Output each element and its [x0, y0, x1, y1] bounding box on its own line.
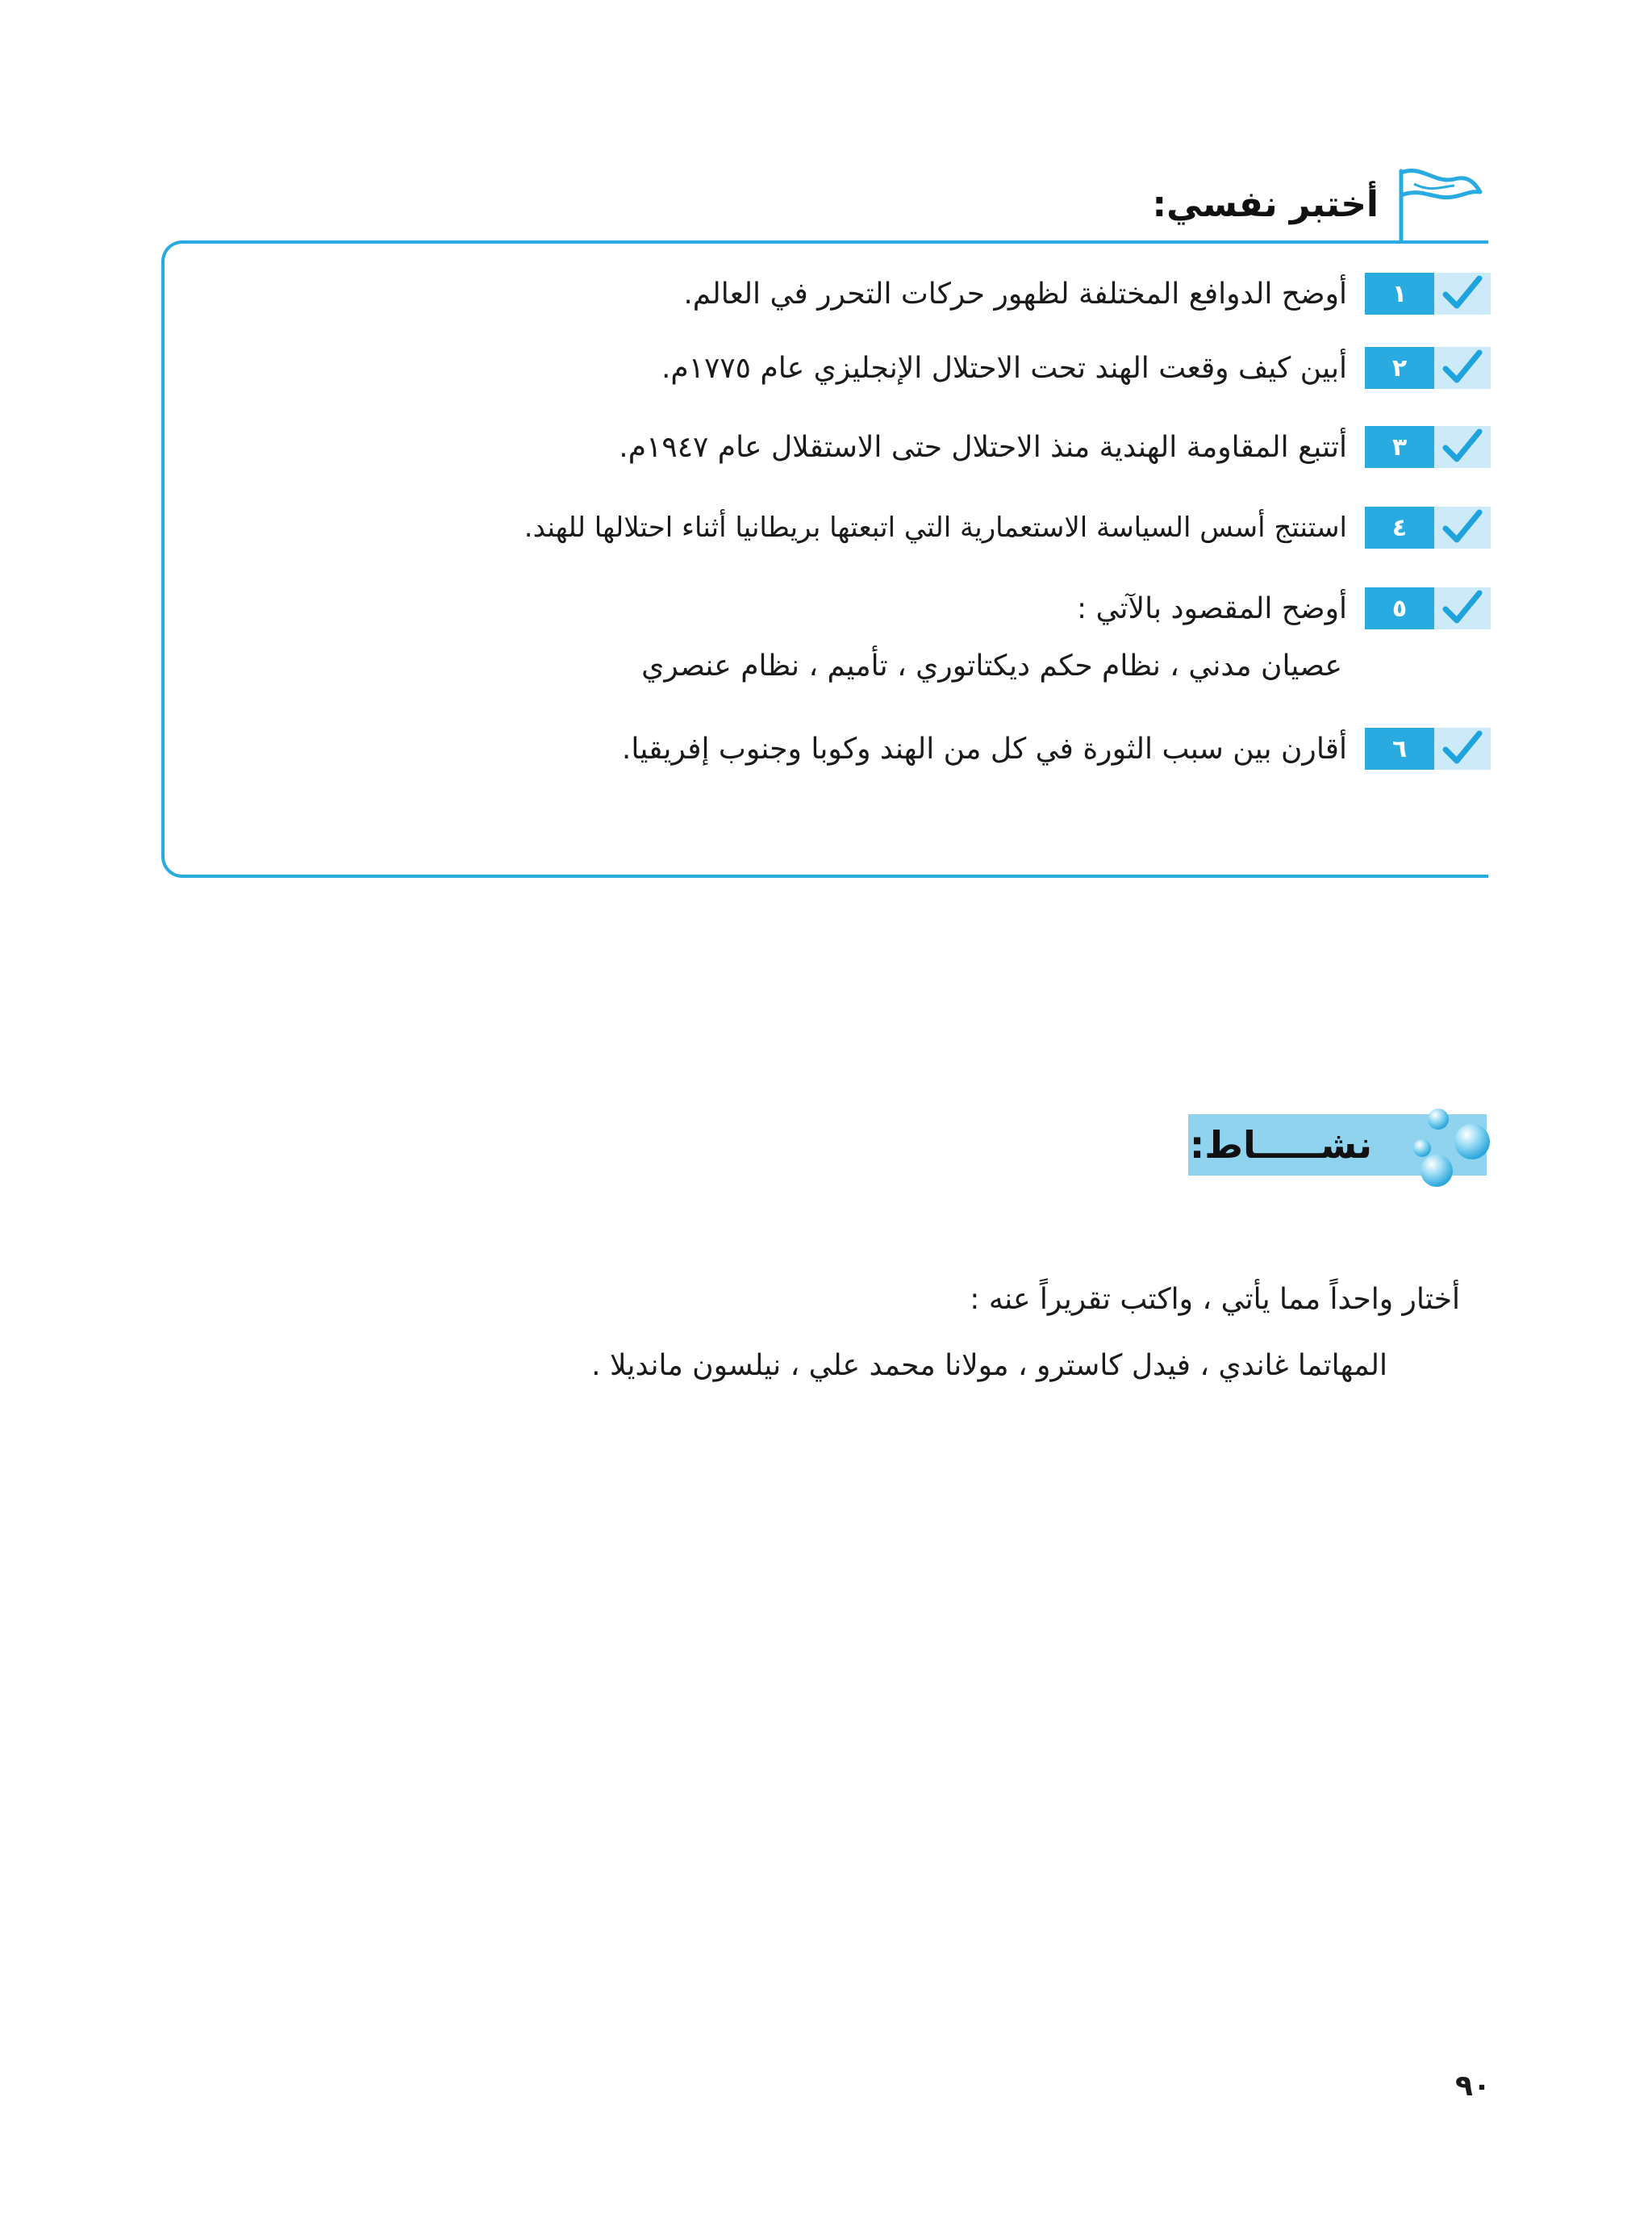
- activity-title: نشـــــاط:: [1189, 1123, 1372, 1167]
- checkmark-icon: [1434, 728, 1491, 770]
- test-section-header: [1153, 160, 1487, 249]
- checkmark-icon: [1434, 273, 1491, 315]
- checkmark-icon: [1434, 347, 1491, 389]
- question-sub-text: عصيان مدني ، نظام حكم ديكتاتوري ، تأميم ، نظام عنصري: [641, 650, 1342, 683]
- question-item: [619, 426, 1491, 468]
- question-item: [622, 728, 1491, 770]
- activity-header: [1188, 1108, 1487, 1180]
- question-text: أتتبع المقاومة الهندية منذ الاحتلال حتى الاستقلال عام ١٩٤٧م.: [619, 430, 1347, 464]
- question-item: [524, 507, 1491, 549]
- question-number: ٢: [1365, 347, 1434, 389]
- question-text: أقارن بين سبب الثورة في كل من الهند وكوبا وجنوب إفريقيا.: [621, 732, 1347, 766]
- question-text: أوضح الدوافع المختلفة لظهور حركات التحرر في العالم.: [683, 277, 1347, 311]
- page-number: ٩٠: [1455, 2070, 1491, 2103]
- question-number: ٥: [1365, 587, 1434, 629]
- question-text: استنتج أسس السياسة الاستعمارية التي اتبعتها بريطانيا أثناء احتلالها للهند.: [524, 512, 1347, 544]
- question-text: أوضح المقصود بالآتي :: [1076, 591, 1347, 625]
- checkmark-icon: [1434, 507, 1491, 549]
- bubbles-icon: [1388, 1101, 1501, 1193]
- question-number: ٣: [1365, 426, 1434, 468]
- question-item: [1077, 587, 1491, 629]
- question-number: ١: [1365, 273, 1434, 315]
- question-item: [661, 347, 1491, 389]
- question-item: [683, 273, 1491, 315]
- checkmark-icon: [1434, 587, 1491, 629]
- checkmark-icon: [1434, 426, 1491, 468]
- question-number: ٦: [1365, 728, 1434, 770]
- activity-options: المهاتما غاندي ، فيدل كاسترو ، مولانا محمد علي ، نيلسون مانديلا .: [591, 1349, 1387, 1382]
- question-text: أبين كيف وقعت الهند تحت الاحتلال الإنجليزي عام ١٧٧٥م.: [661, 351, 1347, 385]
- activity-instruction: أختار واحداً مما يأتي ، واكتب تقريراً عنه :: [970, 1283, 1460, 1316]
- question-number: ٤: [1365, 507, 1434, 549]
- test-questions-box: [161, 240, 1488, 878]
- flag-icon: [1390, 160, 1487, 249]
- section-title: أختبر نفسي:: [1152, 183, 1379, 225]
